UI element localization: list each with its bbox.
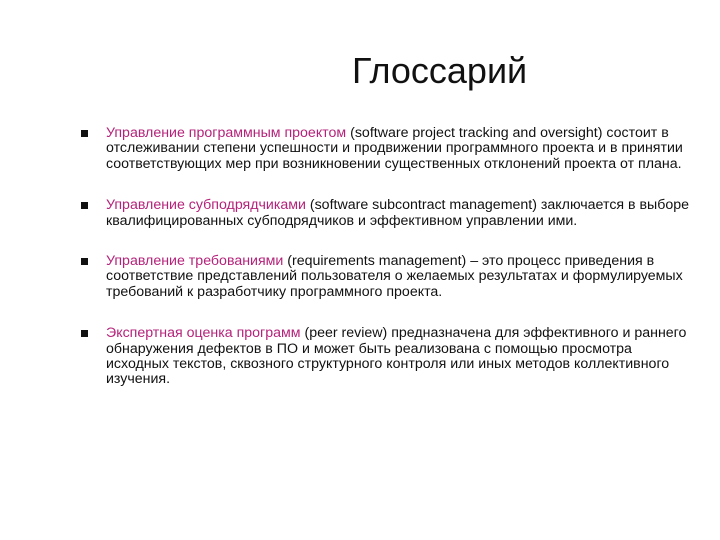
square-bullet-icon [81,258,88,265]
glossary-definition: (peer review) предназначена для эффективного и раннего обнаружения дефектов в ПО и может быть реализована с помощью просмотра исходных текстов, сквозного структурного контроля или иных методов коллективного изучения. [106,325,687,388]
glossary-item-subcontract-management [80,198,695,229]
glossary-term: Управление субподрядчиками [106,197,306,214]
square-bullet-icon [81,330,88,337]
square-bullet-icon [81,202,88,209]
glossary-item-project-tracking [80,126,695,172]
glossary-definition: (software project tracking and oversight) состоит в отслеживании степени успешности и продвижении программного проекта и в принятии соответствующих мер при возникновении существенных отклонений проекта от плана. [106,125,683,172]
glossary-item-peer-review [80,326,695,388]
glossary-definition: (software subcontract management) заключается в выборе квалифицированных субподрядчиков и эффективном управлении ими. [106,197,690,229]
glossary-term: Экспертная оценка программ [106,325,301,342]
glossary-definition: (requirements management) – это процесс приведения в соответствие представлений пользователя о желаемых результатах и формулируемых требований к разработчику программного проекта. [106,253,683,300]
glossary-term: Управление программным проектом [106,125,347,141]
glossary-term: Управление требованиями [106,253,284,270]
square-bullet-icon [81,130,88,137]
glossary-item-requirements-management [80,254,695,300]
glossary-list [80,126,695,388]
slide-title: Глоссарий [352,50,528,91]
